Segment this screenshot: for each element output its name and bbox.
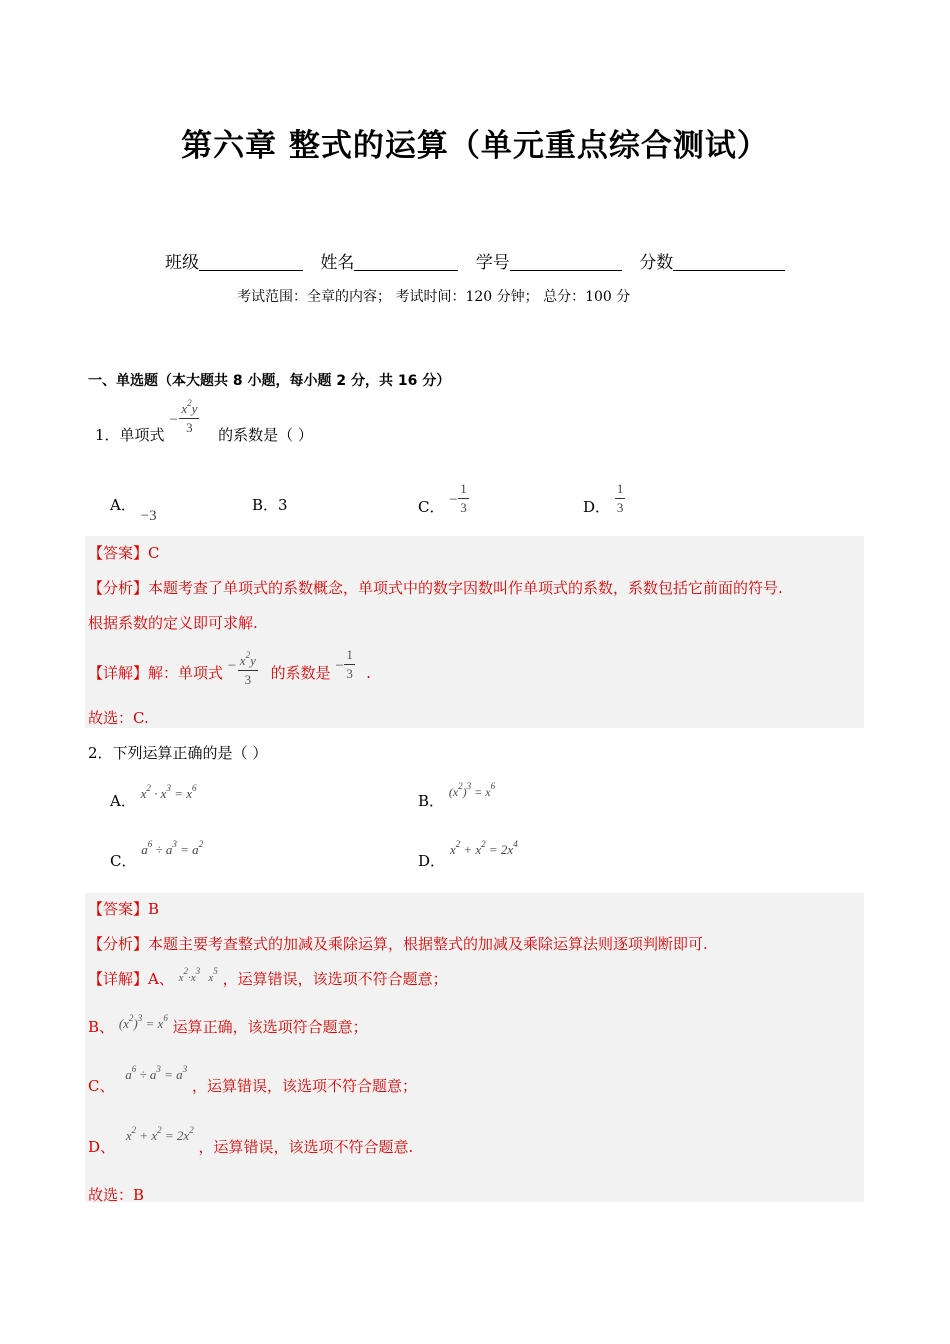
- q1-option-a-value: −3: [140, 508, 157, 524]
- question-2-stem: 2．下列运算正确的是（ ）: [88, 744, 268, 762]
- q2-option-a-expr: $x^2 \cdot x^3 = x^6$: [140, 783, 197, 801]
- q2-option-a-label: A．: [110, 792, 136, 810]
- score-label: 分数: [639, 253, 674, 273]
- name-blank: [354, 252, 458, 271]
- q1-detail-coefficient: − $\frac{1}{3}$: [335, 647, 353, 681]
- exam-scope: 考试范围：全章的内容； 考试时间：120 分钟； 总分：100 分: [237, 289, 631, 305]
- section-heading: 一、单选题（本大题共 8 小题，每小题 2 分，共 16 分）: [88, 373, 451, 389]
- q1-option-c: [418, 481, 475, 517]
- q1-detail-monomial: − $\frac{x^2y}{3}$: [228, 660, 266, 678]
- q2-detail-d: [88, 1125, 414, 1157]
- q2-detail-c-label: C、: [88, 1077, 115, 1095]
- q2-option-c-label: C．: [110, 852, 137, 870]
- q1-monomial: − $\frac{x^2y}{3}$: [169, 420, 213, 440]
- number-blank: [510, 252, 622, 271]
- q2-option-d-expr: $x^2 + x^2 = 2x^4$: [449, 839, 518, 857]
- q1-option-d-label: D．: [583, 498, 611, 516]
- class-label: 班级: [165, 253, 199, 273]
- q1-analysis-line2: 根据系数的定义即可求解.: [88, 614, 258, 632]
- q1-detail: [88, 647, 371, 687]
- q1-option-c-fraction: − $\frac{1}{3}$: [449, 481, 467, 515]
- q1-option-d: [583, 481, 631, 517]
- q1-option-d-fraction: $\frac{1}{3}$: [616, 481, 624, 515]
- q1-choose: 故选：C.: [88, 709, 149, 727]
- q2-detail-b: [88, 1013, 368, 1037]
- q1-answer: 【答案】C: [88, 544, 160, 562]
- name-label: 姓名: [320, 253, 355, 273]
- q2-detail-d-expr: $x^2 + x^2 = 2x^2$: [125, 1125, 194, 1143]
- q2-detail-d-label: D、: [88, 1138, 116, 1156]
- q2-option-b-label: B．: [418, 792, 445, 810]
- score-blank: [673, 252, 785, 271]
- q2-choose: 故选：B: [88, 1186, 145, 1204]
- q2-detail-c: [88, 1064, 417, 1096]
- q2-detail-b-text: 运算正确，该选项符合题意；: [172, 1018, 368, 1036]
- q2-detail-a: [88, 968, 448, 989]
- q2-detail-b-expr: $(x^2)^3 = x^6$: [118, 1013, 168, 1031]
- q2-detail-b-label: B、: [88, 1018, 115, 1036]
- question-1-stem: [95, 398, 313, 445]
- q2-detail-d-text: ，运算错误，该选项不符合题意.: [198, 1138, 414, 1156]
- q2-detail-a-label: 【详解】A、: [88, 970, 174, 988]
- q1-option-a: [110, 494, 157, 524]
- q2-analysis: 【分析】本题主要考查整式的加减及乘除运算，根据整式的加减及乘除运算法则逐项判断即可.: [88, 935, 708, 953]
- q1-detail-middle: 的系数是: [270, 664, 331, 682]
- q2-option-d-label: D．: [418, 852, 446, 870]
- q1-detail-end: .: [366, 664, 371, 682]
- q2-detail-a-text: ，运算错误，该选项不符合题意；: [222, 970, 448, 988]
- q1-analysis-line1: 【分析】本题考查了单项式的系数概念，单项式中的数字因数叫作单项式的系数，系数包括它前面的符号.: [88, 579, 783, 597]
- q2-detail-a-expr: x2·x3 x5: [178, 966, 218, 984]
- number-label: 学号: [475, 253, 510, 273]
- q1-stem-suffix: 的系数是（ ）: [218, 426, 313, 444]
- q1-option-c-label: C．: [418, 498, 445, 516]
- q2-option-b: [418, 781, 496, 811]
- q2-option-a: [110, 783, 197, 811]
- student-info-line: [165, 248, 797, 273]
- q2-option-d: [418, 839, 518, 871]
- q2-answer: 【答案】B: [88, 900, 160, 918]
- q2-detail-c-text: ，运算错误，该选项不符合题意；: [191, 1077, 417, 1095]
- q1-stem-prefix: 1．单项式: [95, 426, 165, 444]
- q1-detail-prefix: 【详解】解：单项式: [88, 664, 224, 682]
- q1-option-a-label: A．: [110, 496, 136, 514]
- q2-option-c-expr: $a^6 \div a^3 = a^2$: [141, 839, 204, 857]
- q2-option-b-expr: (x2)3 = x6: [448, 781, 496, 799]
- q2-option-c: [110, 839, 204, 871]
- q2-detail-c-expr: $a^6 \div a^3 = a^3$: [125, 1064, 188, 1082]
- q1-option-b: B．3: [252, 496, 288, 514]
- class-blank: [199, 252, 303, 271]
- page-title: 第六章 整式的运算（单元重点综合测试）: [181, 128, 769, 164]
